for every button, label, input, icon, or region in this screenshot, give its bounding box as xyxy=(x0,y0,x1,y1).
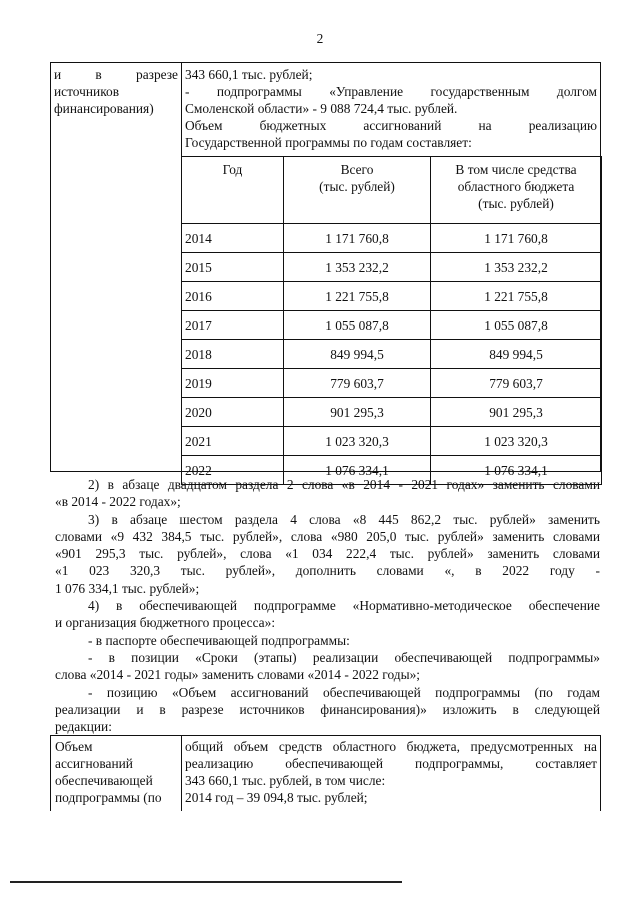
right-line: 343 660,1 тыс. рублей; xyxy=(185,67,313,82)
para-line: и организация бюджетного процесса»: xyxy=(55,615,276,631)
para-line: «1 023 320,3 тыс. рублей», дополнить словами «, в 2022 году - xyxy=(55,563,600,579)
header-total: Всего (тыс. рублей) xyxy=(284,157,431,224)
cell-regional: 1 055 087,8 xyxy=(431,311,602,340)
left-cell-line: Объем xyxy=(55,739,93,754)
left-cell-line: обеспечивающей xyxy=(55,773,153,788)
cell-total: 1 055 087,8 xyxy=(284,311,431,340)
allocation-right-cell xyxy=(185,738,597,806)
table-row xyxy=(182,311,602,340)
page-number: 2 xyxy=(316,31,324,46)
cell-regional: 1 171 760,8 xyxy=(431,224,602,253)
left-cell-line: источников xyxy=(54,84,120,99)
para-line: 3) в абзаце шестом раздела 4 слова «8 445 862,2 тыс. рублей» заменить xyxy=(88,511,600,527)
header-regional: В том числе средства областного бюджета (тыс. рублей) xyxy=(431,157,602,224)
table-row xyxy=(182,369,602,398)
table-row xyxy=(182,282,602,311)
left-cell-line: подпрограммы (по xyxy=(55,790,162,805)
amendment-paragraphs xyxy=(55,476,600,735)
allocation-left-cell xyxy=(55,738,179,806)
right-line: реализацию обеспечивающей подпрограммы, составляет xyxy=(185,756,597,771)
table-row xyxy=(182,427,602,456)
right-line: Объем бюджетных ассигнований на реализацию xyxy=(185,118,597,133)
para-line: - в позиции «Сроки (этапы) реализации обеспечивающей подпрограммы» xyxy=(88,649,600,665)
cell-total: 779 603,7 xyxy=(284,369,431,398)
right-line: - подпрограммы «Управление государственным долгом xyxy=(185,84,597,99)
passport-right-cell xyxy=(185,66,597,151)
para-line: 2) в абзаце двадцатом раздела 2 слова «в 2014 - 2021 годах» заменить словами xyxy=(88,477,600,492)
cell-regional: 901 295,3 xyxy=(431,398,602,427)
cell-regional: 1 221 755,8 xyxy=(431,282,602,311)
table-column-divider xyxy=(181,735,182,811)
budget-by-year-table xyxy=(181,156,601,485)
footer-rule xyxy=(10,881,402,883)
cell-year: 2022 xyxy=(182,456,284,485)
left-cell-line: ассигнований xyxy=(55,756,133,771)
cell-total: 1 023 320,3 xyxy=(284,427,431,456)
table-row xyxy=(182,340,602,369)
header-year: Год xyxy=(182,157,284,224)
cell-year: 2021 xyxy=(182,427,284,456)
left-cell-line: и в разрезе xyxy=(54,67,178,82)
table-row xyxy=(182,253,602,282)
cell-total: 1 076 334,1 xyxy=(284,456,431,485)
cell-regional: 1 353 232,2 xyxy=(431,253,602,282)
cell-total: 1 171 760,8 xyxy=(284,224,431,253)
para-line: редакции: xyxy=(55,719,112,735)
table-row xyxy=(182,398,602,427)
cell-year: 2014 xyxy=(182,224,284,253)
para-line: реализации и в разрезе источников финансирования)» изложить в следующей xyxy=(55,701,600,717)
para-line: «в 2014 - 2022 годах»; xyxy=(55,494,181,510)
cell-year: 2016 xyxy=(182,282,284,311)
cell-regional: 1 023 320,3 xyxy=(431,427,602,456)
cell-year: 2019 xyxy=(182,369,284,398)
para-line: 1 076 334,1 тыс. рублей»; xyxy=(55,580,200,596)
cell-year: 2018 xyxy=(182,340,284,369)
cell-regional: 1 076 334,1 xyxy=(431,456,602,485)
right-line: 2014 год – 39 094,8 тыс. рублей; xyxy=(185,790,368,805)
left-cell-line: финансирования) xyxy=(54,101,154,116)
cell-year: 2020 xyxy=(182,398,284,427)
para-line: - в паспорте обеспечивающей подпрограммы: xyxy=(88,632,350,648)
cell-total: 849 994,5 xyxy=(284,340,431,369)
para-line: «901 295,3 тыс. рублей», слова «1 034 222,4 тыс. рублей» заменить словами xyxy=(55,546,600,562)
passport-left-cell xyxy=(54,66,178,117)
cell-year: 2017 xyxy=(182,311,284,340)
cell-regional: 849 994,5 xyxy=(431,340,602,369)
cell-total: 1 221 755,8 xyxy=(284,282,431,311)
cell-total: 1 353 232,2 xyxy=(284,253,431,282)
para-line: словами «9 432 384,5 тыс. рублей», слова «980 205,0 тыс. рублей» заменить словами xyxy=(55,528,600,544)
cell-total: 901 295,3 xyxy=(284,398,431,427)
para-line: слова «2014 - 2021 годы» заменить словами «2014 - 2022 годы»; xyxy=(55,667,420,683)
right-line: 343 660,1 тыс. рублей, в том числе: xyxy=(185,773,386,788)
cell-regional: 779 603,7 xyxy=(431,369,602,398)
table-row xyxy=(182,224,602,253)
para-line: - позицию «Объем ассигнований обеспечивающей подпрограммы (по годам xyxy=(88,684,600,700)
para-line: 4) в обеспечивающей подпрограмме «Нормативно-методическое обеспечение xyxy=(88,598,600,614)
table-header-row xyxy=(182,157,602,224)
right-line: Смоленской области» - 9 088 724,4 тыс. рублей. xyxy=(185,101,458,116)
right-line: Государственной программы по годам составляет: xyxy=(185,135,472,150)
right-line: общий объем средств областного бюджета, предусмотренных на xyxy=(185,739,597,754)
cell-year: 2015 xyxy=(182,253,284,282)
